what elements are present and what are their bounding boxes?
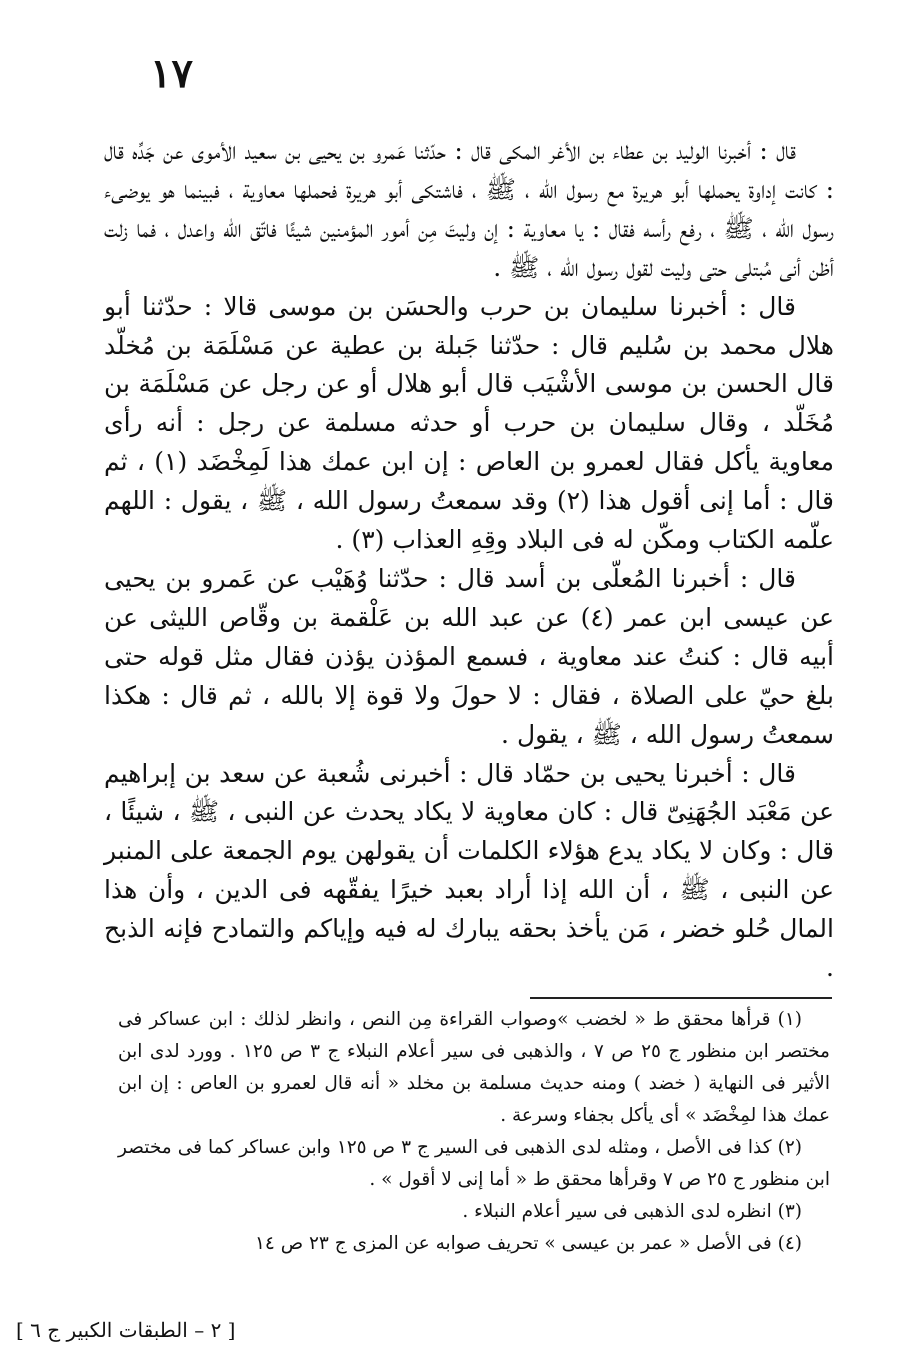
paragraph: قال : أخبرنا سليمان بن حرب والحسَن بن موسى قالا : حدّثنا أبو هلال محمد بن سُليم قال : حدّثنا جَبلة بن عطية عن مَسْلَمَة بن مُخلّد قال الحسن بن موسى الأشْيَب قال أبو هلال أو عن رجل عن مَسْلَمَة بن مُخَلّد ، وقال سليمان بن حرب أو حدثه مسلمة عن رجل : أنه رأى معاوية يأكل فقال لعمرو بن العاص : إن ابن عمك هذا لَمِخْضَد (١) ، ثم قال : أما إنى أقول هذا (٢) وقد سمعتُ رسول الله ، ﷺ ، يقول : اللهم علّمه الكتاب ومكّن له فى البلاد وقِهِ العذاب (٣) . bbox=[104, 291, 834, 555]
footnote: (١) قرأها محقق ط « لخضب »وصواب القراءة مِن النص ، وانظر لذلك : ابن عساكر فى مختصر ابن منظور ج ٢٥ ص ٧ ، والذهبى فى سير أعلام النبلاء ج ٣ ص ١٢٥ . وورد لدى ابن الأثير فى النهاية ( خضد ) ومنه حديث مسلمة بن مخلد « أنه قال لعمرو بن العاص : إن ابن عمك هذا لمِخْضَد » أى يأكل بجفاء وسرعة . bbox=[118, 1009, 830, 1126]
footnote: (٤) فى الأصل « عمر بن عيسى » تحريف صوابه عن المزى ج ٢٣ ص ١٤ bbox=[254, 1233, 802, 1254]
footnote: (٢) كذا فى الأصل ، ومثله لدى الذهبى فى السير ج ٣ ص ١٢٥ وابن عساكر كما فى مختصر ابن منظور ج ٢٥ ص ٧ وقرأها محقق ط « أما إنى لا أقول » . bbox=[118, 1137, 830, 1190]
signature-bracket-close: ] bbox=[16, 1318, 24, 1342]
signature-text: ٢ – الطبقات الكبير ج ٦ bbox=[30, 1318, 222, 1342]
paragraph: قال : أخبرنا الوليد بن عطاء بن الأغر المكى قال : حدّثنا عَمرو بن يحيى بن سعيد الأموى عن جَدِّه قال : كانت إداوة يحملها أبو هريرة مع رسول الله ، ﷺ ، فاشتكى أبو هريرة فحملها معاوية ، فبينما هو يوضىء رسول الله ، ﷺ ، رفع رأسه فقال : يا معاوية : إن وليتَ مِن أمور المؤمنين شيئًا فاتّق الله واعدل ، فما زلت أظن أنى مُبتلى حتى وليت لقول رسول الله ، ﷺ . bbox=[104, 136, 834, 282]
footnotes bbox=[118, 1004, 830, 1260]
main-text bbox=[104, 132, 834, 988]
page-number: ١٧ bbox=[150, 50, 193, 97]
paragraph: قال : أخبرنا يحيى بن حمّاد قال : أخبرنى شُعبة عن سعد بن إبراهيم عن مَعْبَد الجُهَنِىّ قال : كان معاوية لا يكاد يحدث عن النبى ، ﷺ ، شيئًا ، قال : وكان لا يكاد يدع هؤلاء الكلمات أن يقولهن يوم الجمعة على المنبر عن النبى ، ﷺ ، أن الله إذا أراد بعبد خيرًا يفقّهه فى الدين ، وأن هذا المال حُلو خضر ، مَن يأخذ بحقه يبارك له فيه وإياكم والتمادح فإنه الذبح . bbox=[104, 758, 834, 983]
footnote-divider bbox=[530, 997, 832, 999]
printer-signature bbox=[16, 1318, 235, 1342]
signature-bracket-open: [ bbox=[227, 1318, 236, 1342]
footnote: (٣) انظره لدى الذهبى فى سير أعلام النبلاء . bbox=[462, 1201, 802, 1222]
paragraph: قال : أخبرنا المُعلّى بن أسد قال : حدّثنا وُهَيْب عن عَمرو بن يحيى عن عيسى ابن عمر (٤) عن عبد الله بن عَلْقمة بن وقّاص الليثى عن أبيه قال : كنتُ عند معاوية ، فسمع المؤذن يؤذن فقال مثل قوله حتى بلغ حيّ على الصلاة ، فقال : لا حولَ ولا قوة إلا بالله ، ثم قال : هكذا سمعتُ رسول الله ، ﷺ ، يقول . bbox=[104, 563, 834, 749]
